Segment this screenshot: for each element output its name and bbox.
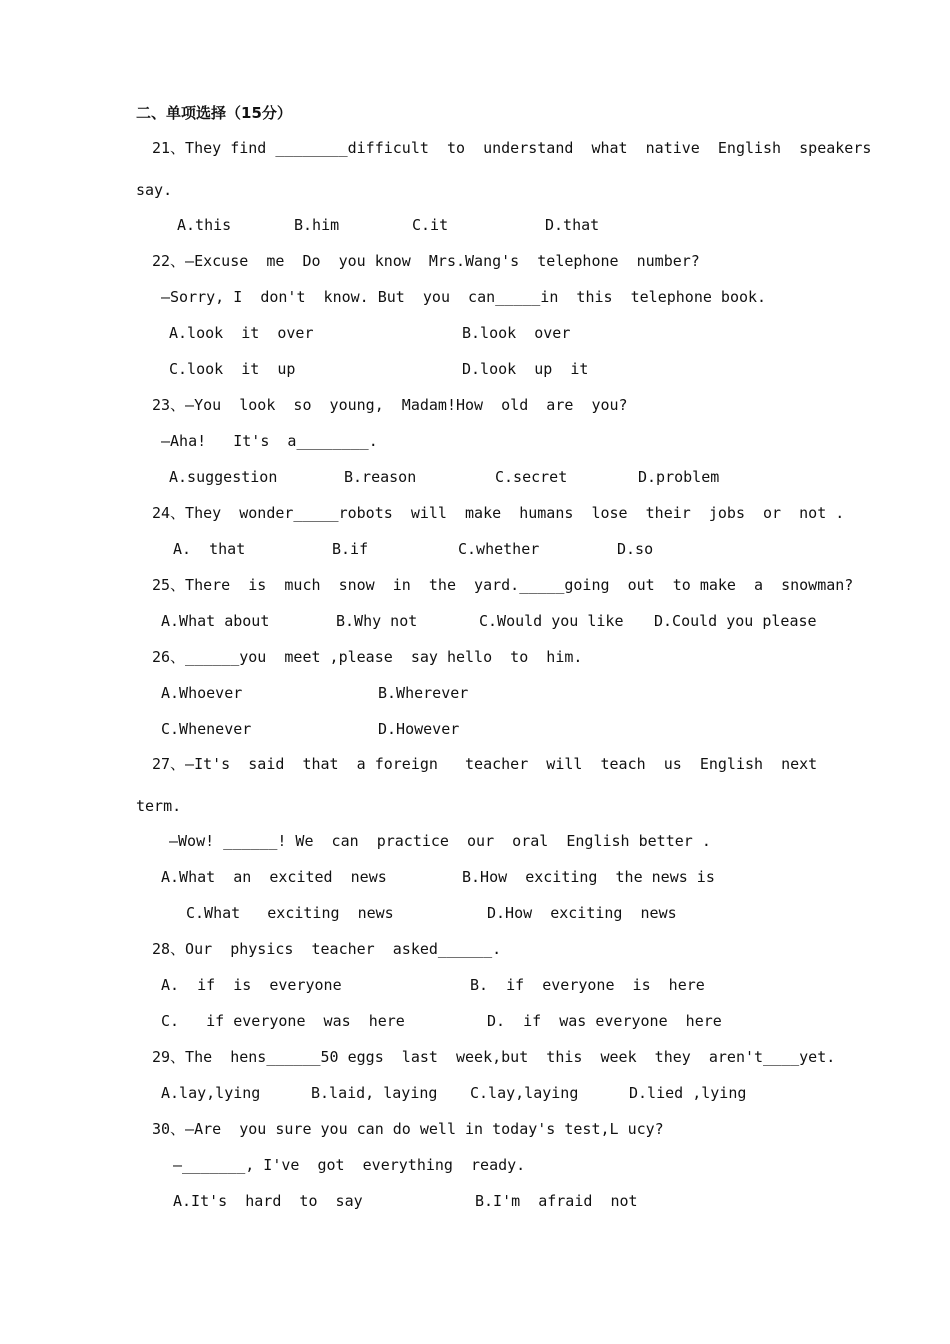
question-28-stem: 28、Our physics teacher asked______. (152, 940, 502, 958)
q28-option-a: A. if is everyone (161, 976, 342, 994)
q27-option-d: D.How exciting news (487, 904, 677, 922)
q28-option-d: D. if was everyone here (487, 1012, 722, 1030)
q27-option-c: C.What exciting news (186, 904, 394, 922)
question-22-reply: —Sorry, I don't know. But you can_____in this telephone book. (161, 288, 767, 306)
question-23-reply: —Aha! It's a________. (161, 432, 378, 450)
q27-option-b: B.How exciting the news is (462, 868, 715, 886)
question-27-stem-cont: term. (136, 797, 182, 815)
section-heading: 二、单项选择（15分） (136, 104, 292, 122)
q23-option-a: A.suggestion (169, 468, 278, 486)
q30-option-a: A.It's hard to say (173, 1192, 363, 1210)
q22-option-a: A.look it over (169, 324, 314, 342)
q21-option-a: A.this (177, 216, 232, 234)
question-30-stem: 30、—Are you sure you can do well in today's test,L ucy? (152, 1120, 664, 1138)
q22-option-b: B.look over (462, 324, 571, 342)
q30-option-b: B.I'm afraid not (475, 1192, 638, 1210)
q25-option-d: D.Could you please (654, 612, 817, 630)
q23-option-c: C.secret (495, 468, 568, 486)
q24-option-c: C.whether (458, 540, 540, 558)
question-23-stem: 23、—You look so young, Madam!How old are you? (152, 396, 628, 414)
q22-option-c: C.look it up (169, 360, 296, 378)
question-21-stem-cont: say. (136, 181, 173, 199)
q21-option-c: C.it (412, 216, 449, 234)
q29-option-a: A.lay,lying (161, 1084, 261, 1102)
q24-option-d: D.so (617, 540, 654, 558)
question-27-reply: —Wow! ______! We can practice our oral English better . (169, 832, 711, 850)
q29-option-c: C.lay,laying (470, 1084, 579, 1102)
q28-option-c: C. if everyone was here (161, 1012, 405, 1030)
q21-option-b: B.him (294, 216, 340, 234)
q21-option-d: D.that (545, 216, 600, 234)
q26-option-d: D.However (378, 720, 460, 738)
q25-option-a: A.What about (161, 612, 270, 630)
q29-option-d: D.lied ,lying (629, 1084, 747, 1102)
question-26-stem: 26、______you meet ,please say hello to him. (152, 648, 583, 666)
q25-option-c: C.Would you like (479, 612, 624, 630)
q27-option-a: A.What an excited news (161, 868, 387, 886)
q26-option-b: B.Wherever (378, 684, 469, 702)
q29-option-b: B.laid, laying (311, 1084, 438, 1102)
question-29-stem: 29、The hens______50 eggs last week,but this week they aren't____yet. (152, 1048, 836, 1066)
q25-option-b: B.Why not (336, 612, 418, 630)
q28-option-b: B. if everyone is here (470, 976, 705, 994)
question-25-stem: 25、There is much snow in the yard._____going out to make a snowman? (152, 576, 854, 594)
q26-option-c: C.Whenever (161, 720, 252, 738)
q24-option-b: B.if (332, 540, 369, 558)
question-21-stem: 21、They find ________difficult to understand what native English speakers (152, 139, 872, 157)
question-27-stem: 27、—It's said that a foreign teacher will teach us English next (152, 755, 818, 773)
question-22-stem: 22、—Excuse me Do you know Mrs.Wang's telephone number? (152, 252, 700, 270)
q24-option-a: A. that (173, 540, 246, 558)
q23-option-d: D.problem (638, 468, 720, 486)
q23-option-b: B.reason (344, 468, 417, 486)
question-30-reply: —_______, I've got everything ready. (173, 1156, 526, 1174)
q26-option-a: A.Whoever (161, 684, 243, 702)
q22-option-d: D.look up it (462, 360, 589, 378)
question-24-stem: 24、They wonder_____robots will make humans lose their jobs or not . (152, 504, 845, 522)
